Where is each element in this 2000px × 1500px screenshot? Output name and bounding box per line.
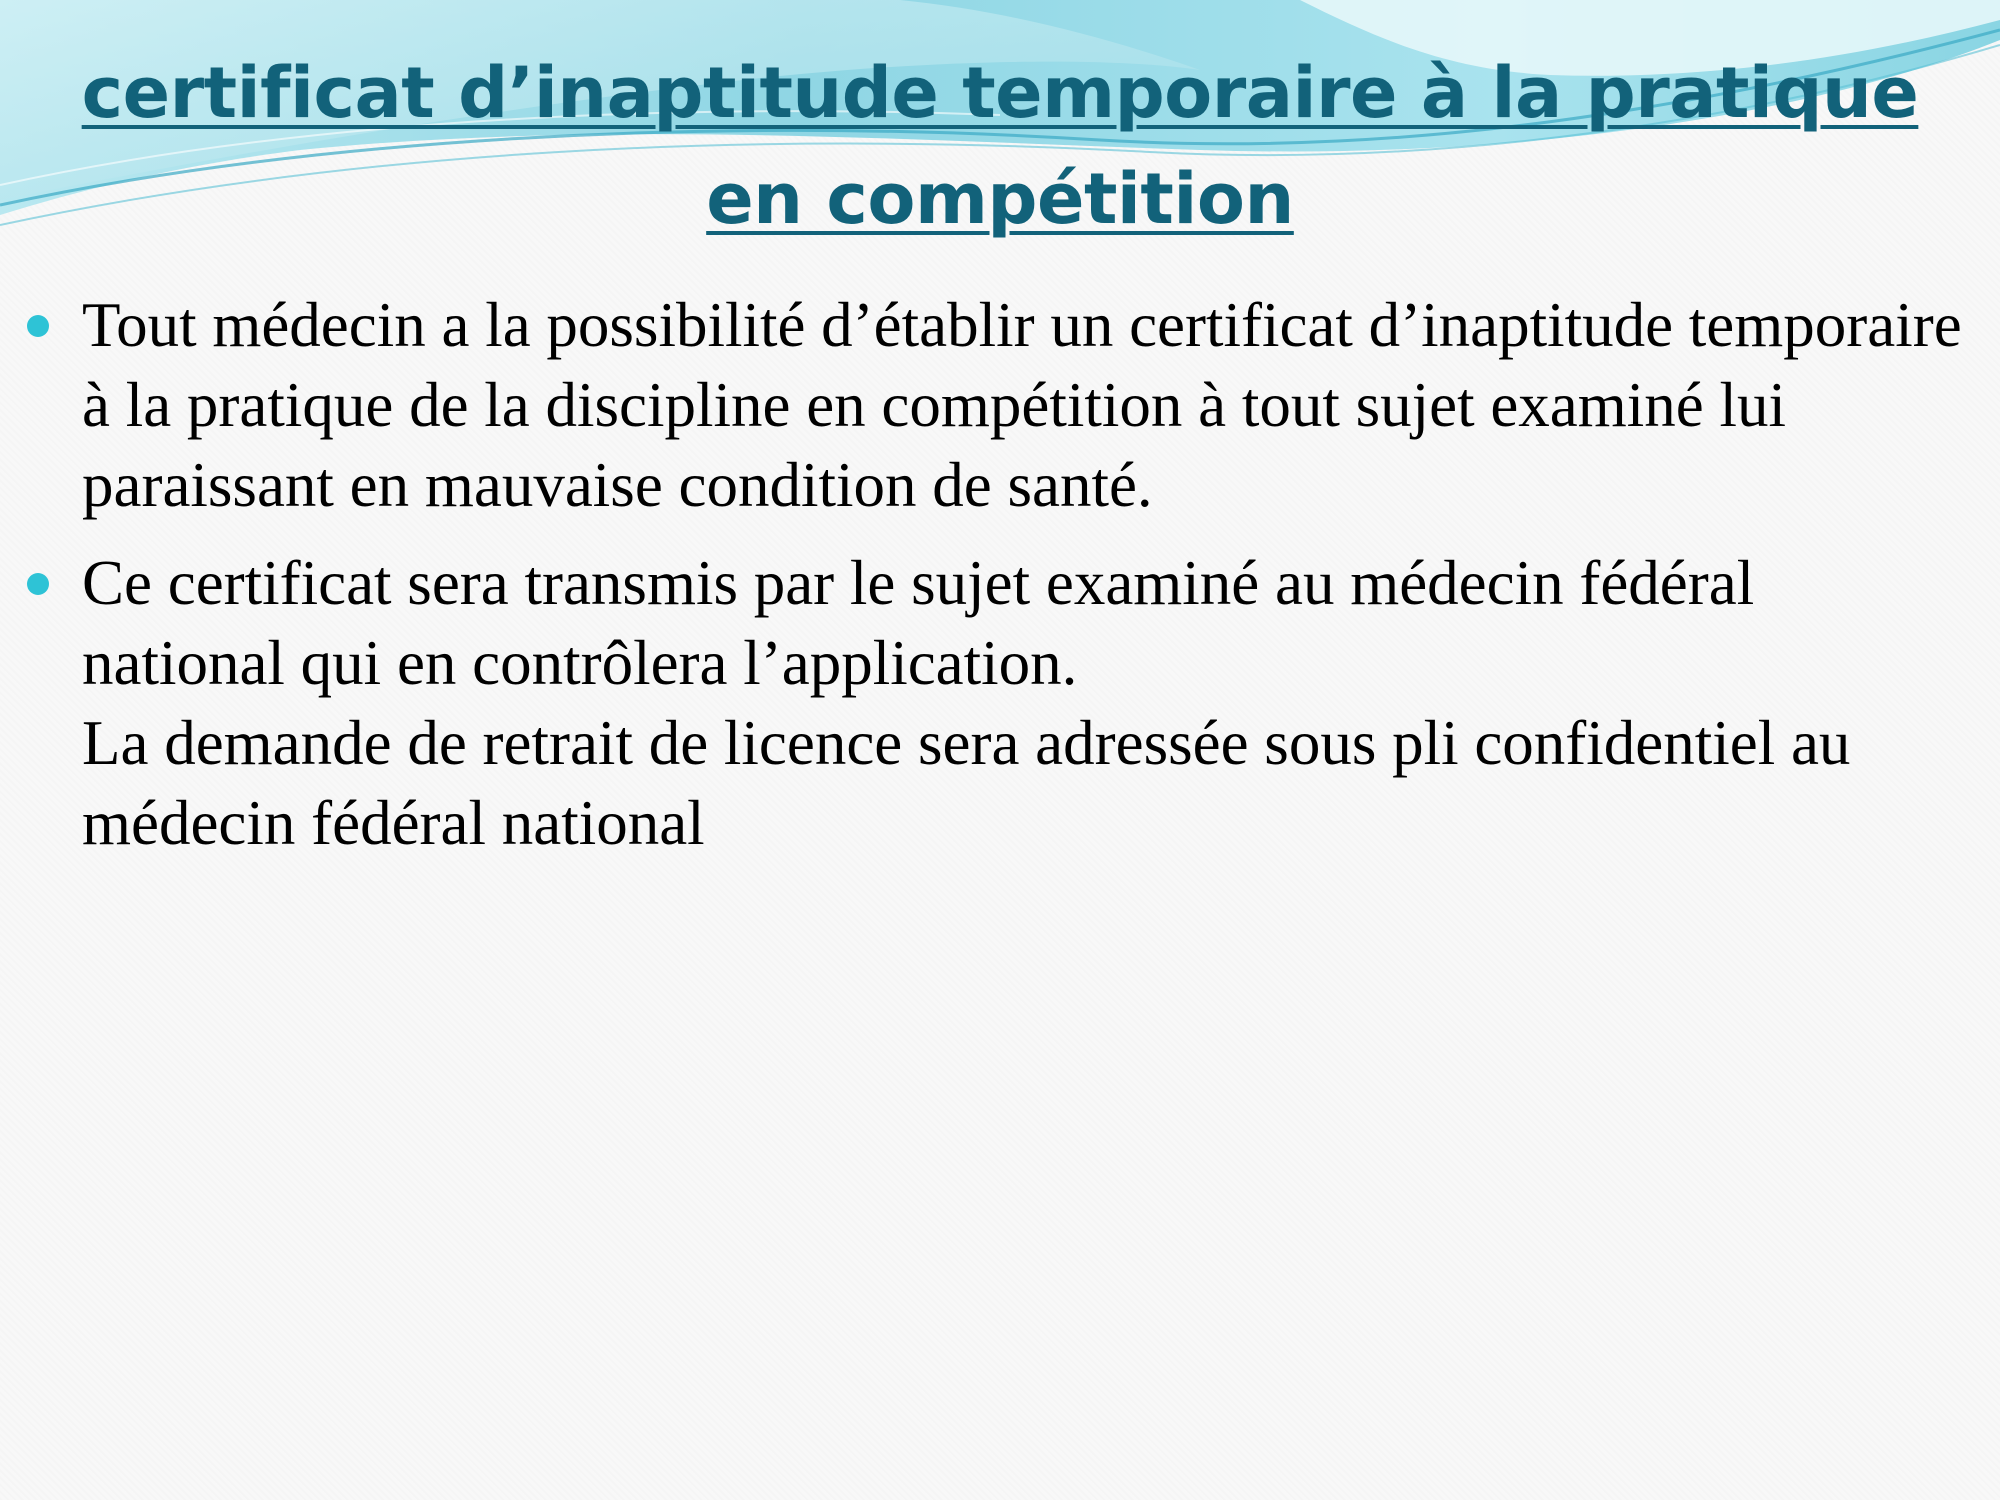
bullet-text-continuation: La demande de retrait de licence sera adressée sous pli confidentiel au médecin fédéral national: [82, 708, 1851, 858]
bullet-dot-icon: [27, 573, 49, 595]
bullet-text: Ce certificat sera transmis par le sujet examiné au médecin fédéral national qui en contrôlera l’application.: [82, 548, 1755, 698]
bullet-list: [22, 285, 1972, 881]
slide-title: certificat d’inaptitude temporaire à la pratique en compétition: [81, 52, 1919, 240]
bullet-item: [22, 285, 1972, 525]
bullet-dot-icon: [27, 315, 49, 337]
bullet-item: [22, 543, 1972, 863]
bullet-text: Tout médecin a la possibilité d’établir un certificat d’inaptitude temporaire à la pratique de la discipline en compétition à tout sujet examiné lui paraissant en mauvaise condition de santé.: [82, 290, 1962, 520]
